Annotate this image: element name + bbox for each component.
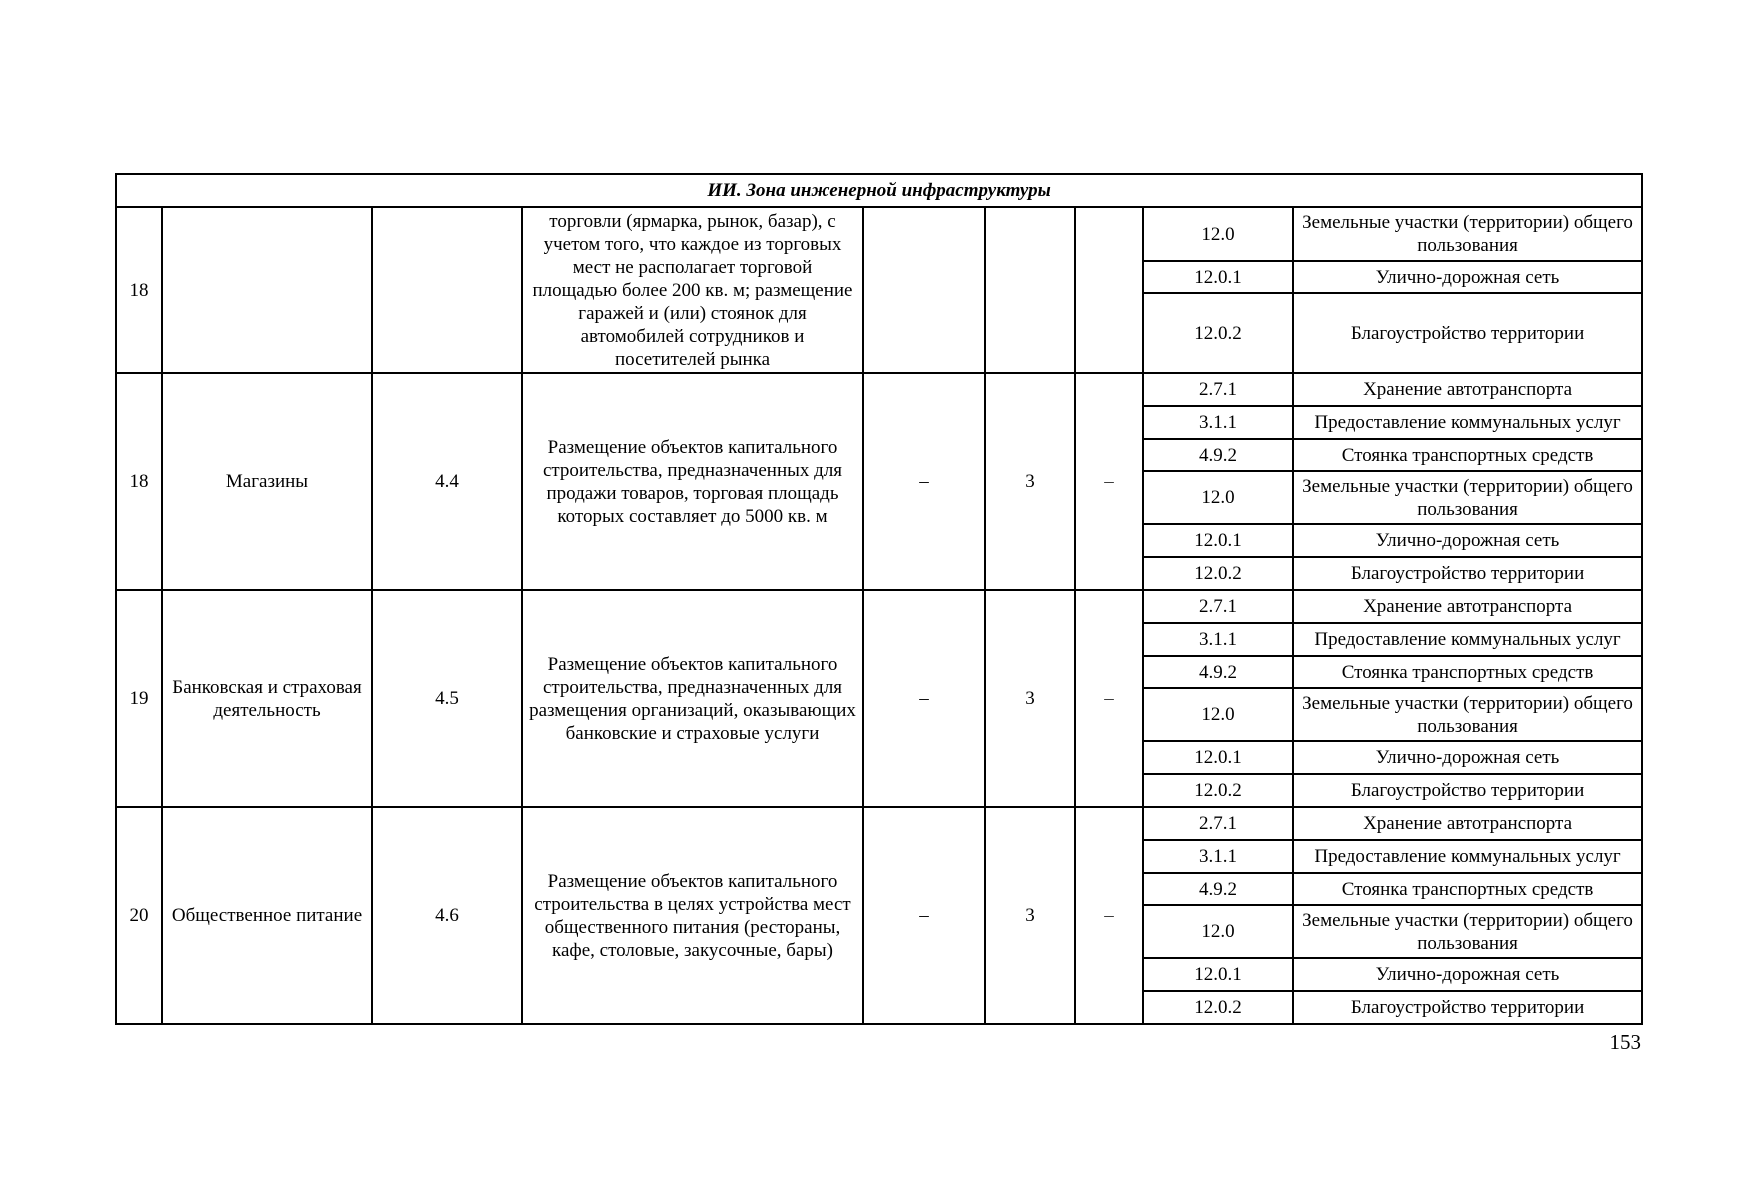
- aux-name: Стоянка транспортных средств: [1293, 656, 1642, 688]
- aux-name: Предоставление коммунальных услуг: [1293, 406, 1642, 439]
- param-cell: –: [1075, 807, 1143, 1024]
- aux-code: 4.9.2: [1143, 873, 1293, 905]
- aux-code: 12.0: [1143, 471, 1293, 524]
- param-cell: [863, 207, 985, 373]
- aux-code: 2.7.1: [1143, 590, 1293, 623]
- aux-name: Земельные участки (территории) общего пользования: [1293, 688, 1642, 741]
- aux-name: Земельные участки (территории) общего пользования: [1293, 471, 1642, 524]
- param-cell: 3: [985, 590, 1075, 807]
- aux-code: 3.1.1: [1143, 623, 1293, 656]
- use-code: 4.4: [372, 373, 522, 590]
- aux-name: Земельные участки (территории) общего пользования: [1293, 207, 1642, 261]
- table-header-row: [116, 174, 1642, 207]
- aux-name: Улично-дорожная сеть: [1293, 524, 1642, 557]
- aux-code: 4.9.2: [1143, 439, 1293, 471]
- aux-code: 4.9.2: [1143, 656, 1293, 688]
- param-cell: [1075, 207, 1143, 373]
- param-cell: –: [863, 807, 985, 1024]
- aux-name: Улично-дорожная сеть: [1293, 741, 1642, 774]
- aux-name: Хранение автотранспорта: [1293, 807, 1642, 840]
- use-description: Размещение объектов капитального строительства, предназначенных для размещения организаций, оказывающих банковские и страховые услуги: [522, 590, 863, 807]
- aux-name: Благоустройство территории: [1293, 557, 1642, 590]
- aux-name: Улично-дорожная сеть: [1293, 261, 1642, 293]
- aux-code: 3.1.1: [1143, 840, 1293, 873]
- param-cell: 3: [985, 807, 1075, 1024]
- table-row: [116, 373, 1642, 406]
- use-name: [162, 207, 372, 373]
- aux-code: 12.0: [1143, 905, 1293, 958]
- row-number: 19: [116, 590, 162, 807]
- table-row: [116, 807, 1642, 840]
- aux-code: 12.0.1: [1143, 958, 1293, 991]
- use-name: Магазины: [162, 373, 372, 590]
- aux-name: Улично-дорожная сеть: [1293, 958, 1642, 991]
- row-number: 18: [116, 207, 162, 373]
- aux-name: Стоянка транспортных средств: [1293, 439, 1642, 471]
- page-number: 153: [1609, 1030, 1641, 1054]
- aux-name: Хранение автотранспорта: [1293, 373, 1642, 406]
- row-number: 18: [116, 373, 162, 590]
- aux-code: 12.0.2: [1143, 774, 1293, 807]
- aux-name: Благоустройство территории: [1293, 774, 1642, 807]
- table-row: [116, 207, 1642, 261]
- use-description: торговли (ярмарка, рынок, базар), с учетом того, что каждое из торговых мест не располагает торговой площадью более 200 кв. м; размещение гаражей и (или) стоянок для автомобилей сотрудников и посетителей рынка: [522, 207, 863, 373]
- aux-name: Стоянка транспортных средств: [1293, 873, 1642, 905]
- table-row: [116, 590, 1642, 623]
- param-cell: [985, 207, 1075, 373]
- row-number: 20: [116, 807, 162, 1024]
- use-description: Размещение объектов капитального строительства, предназначенных для продажи товаров, торговая площадь которых составляет до 5000 кв. м: [522, 373, 863, 590]
- param-cell: –: [1075, 373, 1143, 590]
- aux-code: 12.0.1: [1143, 261, 1293, 293]
- aux-code: 12.0.1: [1143, 524, 1293, 557]
- aux-name: Предоставление коммунальных услуг: [1293, 623, 1642, 656]
- aux-name: Предоставление коммунальных услуг: [1293, 840, 1642, 873]
- aux-code: 12.0.1: [1143, 741, 1293, 774]
- aux-name: Благоустройство территории: [1293, 991, 1642, 1024]
- aux-code: 12.0.2: [1143, 991, 1293, 1024]
- zone-title: ИИ. Зона инженерной инфраструктуры: [116, 174, 1642, 207]
- param-cell: 3: [985, 373, 1075, 590]
- use-name: Банковская и страховая деятельность: [162, 590, 372, 807]
- aux-code: 12.0.2: [1143, 557, 1293, 590]
- use-name: Общественное питание: [162, 807, 372, 1024]
- use-code: 4.6: [372, 807, 522, 1024]
- param-cell: –: [863, 590, 985, 807]
- param-cell: –: [1075, 590, 1143, 807]
- aux-name: Хранение автотранспорта: [1293, 590, 1642, 623]
- aux-code: 3.1.1: [1143, 406, 1293, 439]
- aux-name: Благоустройство территории: [1293, 293, 1642, 373]
- aux-code: 12.0.2: [1143, 293, 1293, 373]
- use-code: [372, 207, 522, 373]
- aux-code: 2.7.1: [1143, 373, 1293, 406]
- param-cell: –: [863, 373, 985, 590]
- aux-code: 2.7.1: [1143, 807, 1293, 840]
- aux-code: 12.0: [1143, 207, 1293, 261]
- aux-name: Земельные участки (территории) общего пользования: [1293, 905, 1642, 958]
- aux-code: 12.0: [1143, 688, 1293, 741]
- use-description: Размещение объектов капитального строительства в целях устройства мест общественного питания (рестораны, кафе, столовые, закусочные, бары): [522, 807, 863, 1024]
- land-use-table: [115, 173, 1643, 1025]
- use-code: 4.5: [372, 590, 522, 807]
